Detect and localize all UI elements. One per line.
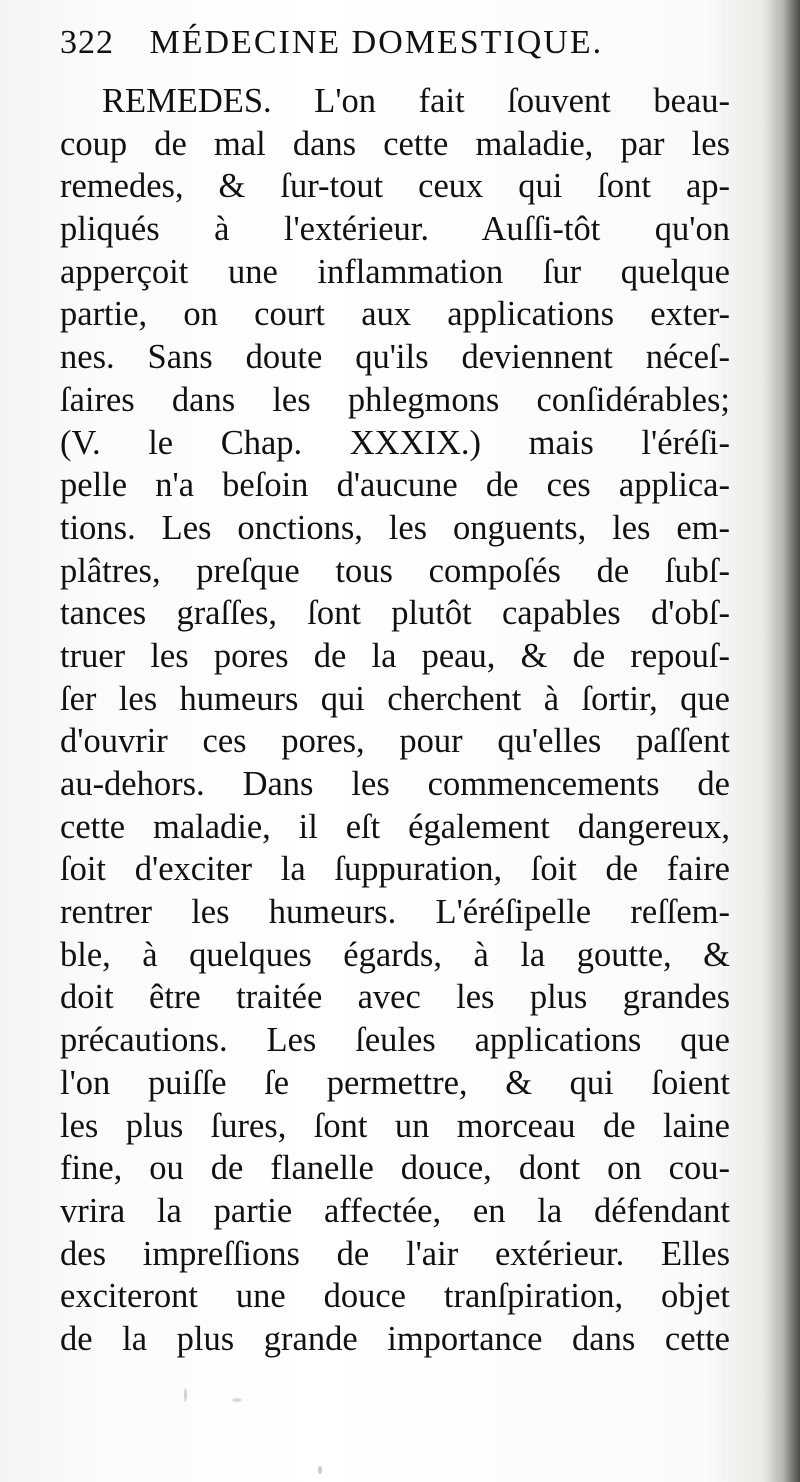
text-line: fine, ou de flanelle douce, dont on cou- xyxy=(60,1149,730,1188)
text-line: ſaires dans les phlegmons conſidérables; xyxy=(60,380,730,419)
text-line: truer les pores de la peau, & de repouſ- xyxy=(60,636,730,675)
text-line: cette maladie, il eſt également dangereux, xyxy=(60,807,730,846)
text-line: plâtres, preſque tous compoſés de ſubſ- xyxy=(60,551,730,590)
text-line: rentrer les humeurs. L'éréſipelle reſſem- xyxy=(60,893,730,932)
text-line: pliqués à l'extérieur. Auſſi-tôt qu'on xyxy=(60,210,730,249)
text-line: l'on puiſſe ſe permettre, & qui ſoient xyxy=(60,1063,730,1102)
text-line: remedes, & ſur-tout ceux qui ſont ap- xyxy=(60,167,730,206)
text-line: ſoit d'exciter la ſuppuration, ſoit de faire xyxy=(60,850,730,889)
body-text xyxy=(60,80,730,1361)
text-line: exciteront une douce tranſpiration, objet xyxy=(60,1277,730,1316)
text-line: d'ouvrir ces pores, pour qu'elles paſſent xyxy=(60,722,730,761)
text-line: de la plus grande importance dans cette xyxy=(60,1319,730,1358)
text-line: les plus ſures, ſont un morceau de laine xyxy=(60,1106,730,1145)
text-line: partie, on court aux applications exter- xyxy=(60,295,730,334)
text-line: ble, à quelques égards, à la goutte, & xyxy=(60,935,730,974)
page-number: 322 xyxy=(60,24,114,61)
text-line: précautions. Les ſeules applications que xyxy=(60,1021,730,1060)
text-line: des impreſſions de l'air extérieur. Elles xyxy=(60,1234,730,1273)
text-line: (V. le Chap. XXXIX.) mais l'éréſi- xyxy=(60,423,730,462)
text-line: pelle n'a beſoin d'aucune de ces applica- xyxy=(60,466,730,505)
text-line: doit être traitée avec les plus grandes xyxy=(60,978,730,1017)
binding-shadow xyxy=(762,0,800,1482)
text-line: apperçoit une inflammation ſur quelque xyxy=(60,252,730,291)
running-head xyxy=(60,24,620,76)
text-line: coup de mal dans cette maladie, par les xyxy=(60,124,730,163)
text-line: ſer les humeurs qui cherchent à ſortir, que xyxy=(60,679,730,718)
text-line: nes. Sans doute qu'ils deviennent néceſ- xyxy=(60,338,730,377)
paper-speckle xyxy=(232,1398,242,1402)
paper-speckle xyxy=(184,1388,187,1402)
page-header-title: MÉDECINE DOMESTIQUE. xyxy=(149,24,604,61)
text-line: au-dehors. Dans les commencements de xyxy=(60,765,730,803)
paper-speckle xyxy=(318,1466,322,1474)
text-line: vrira la partie affectée, en la défendant xyxy=(60,1191,730,1230)
text-line: tances graſſes, ſont plutôt capables d'obſ- xyxy=(60,594,730,633)
text-line: tions. Les onctions, les onguents, les em- xyxy=(60,508,730,547)
text-line: REMEDES. L'on fait ſouvent beau- xyxy=(102,82,730,120)
